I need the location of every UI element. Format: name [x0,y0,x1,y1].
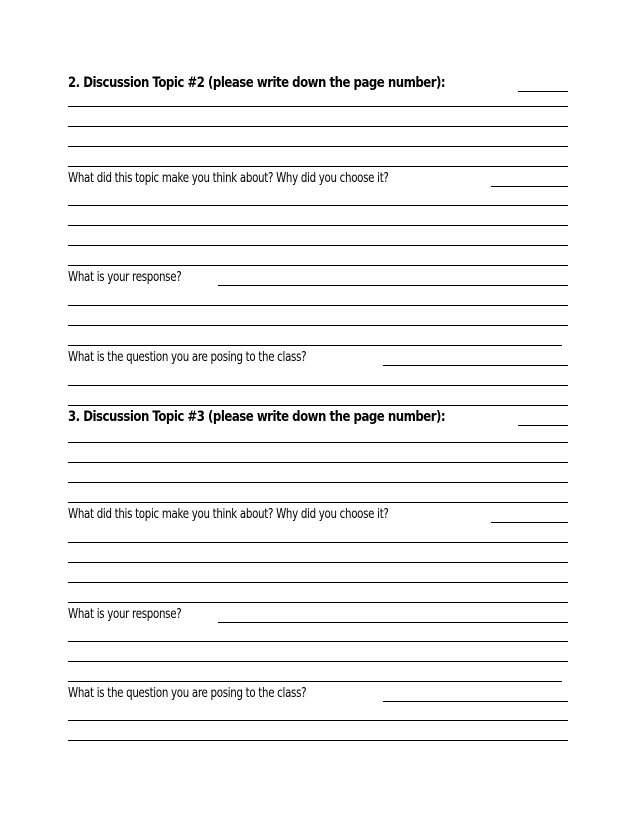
section-3-think-prompt: What did this topic make you think about? Why did you choose it? [68,505,389,522]
section-2-question-blank[interactable] [383,364,568,366]
section-2-response-row[interactable] [68,266,568,286]
section-3-heading-row[interactable] [68,406,568,426]
section-3-question-prompt: What is the question you are posing to the class? [68,684,307,701]
answer-line[interactable] [68,661,568,662]
section-2-response-prompt: What is your response? [68,268,182,285]
section-3-response-blank[interactable] [218,621,568,623]
answer-line[interactable] [68,146,568,147]
section-3-think-row[interactable] [68,503,568,523]
answer-line[interactable] [68,442,568,443]
answer-line[interactable] [68,245,568,246]
section-2-heading: 2. Discussion Topic #2 (please write down the page number): [68,75,446,91]
answer-line[interactable] [68,205,568,206]
answer-line[interactable] [68,641,568,642]
section-3-question-blank[interactable] [383,700,568,702]
section-2-question-prompt: What is the question you are posing to the class? [68,348,307,365]
section-2-think-blank[interactable] [491,185,568,187]
answer-line[interactable] [68,740,568,741]
answer-line[interactable] [68,542,568,543]
section-2-question-row[interactable] [68,346,568,366]
answer-line[interactable] [68,582,568,583]
answer-line[interactable] [68,225,568,226]
section-2-think-row[interactable] [68,167,568,187]
section-3-question-row[interactable] [68,682,568,702]
section-2-think-prompt: What did this topic make you think about? Why did you choose it? [68,169,389,186]
answer-line[interactable] [68,305,568,306]
section-2-heading-row[interactable] [68,72,568,92]
answer-line[interactable] [68,385,568,386]
section-3-think-blank[interactable] [491,521,568,523]
section-2-response-blank[interactable] [218,284,568,286]
section-3-response-prompt: What is your response? [68,605,182,622]
answer-line[interactable] [68,562,568,563]
answer-line[interactable] [68,126,568,127]
section-3-response-row[interactable] [68,603,568,623]
answer-line[interactable] [68,462,568,463]
answer-line[interactable] [68,325,568,326]
section-3-heading: 3. Discussion Topic #3 (please write down the page number): [68,409,446,425]
answer-line[interactable] [68,482,568,483]
section-3-page-number-blank[interactable] [518,424,568,426]
answer-line[interactable] [68,106,568,107]
answer-line[interactable] [68,720,568,721]
section-2-page-number-blank[interactable] [518,90,568,92]
